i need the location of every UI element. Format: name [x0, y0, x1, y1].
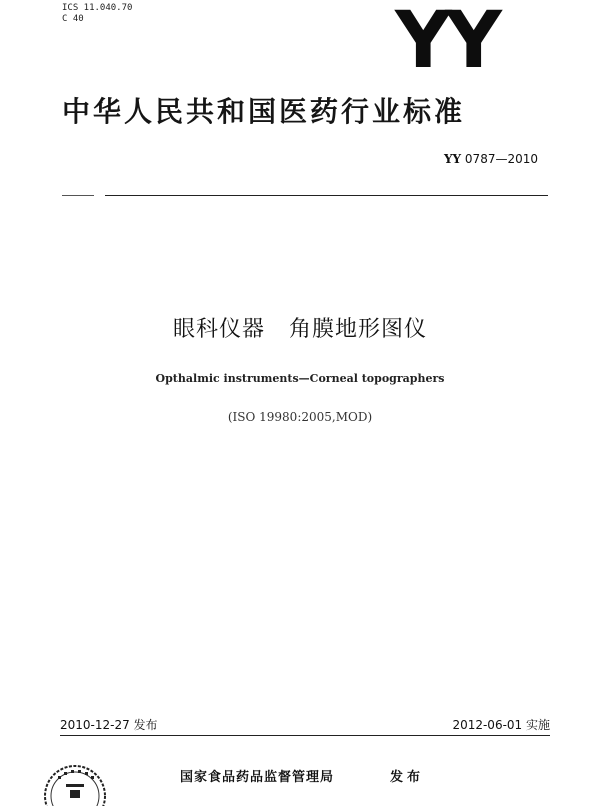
- publish-label: 发布: [390, 770, 425, 785]
- standard-number-value: 0787—2010: [464, 152, 538, 166]
- top-rule: [105, 195, 548, 196]
- official-seal-icon: [40, 756, 110, 806]
- publisher-name: 国家食品药品监督管理局: [180, 770, 335, 785]
- standard-number: [380, 152, 538, 166]
- yy-logo: YY: [395, 0, 496, 86]
- standard-category-title: 中华人民共和国医药行业标准: [62, 95, 466, 128]
- iso-reference: (ISO 19980:2005,MOD): [227, 410, 373, 424]
- english-title: Opthalmic instruments—Corneal topographers: [155, 372, 445, 385]
- top-rule-left-segment: [62, 195, 94, 196]
- standard-prefix: YY: [443, 152, 462, 166]
- classification-codes: [62, 3, 132, 25]
- issue-date: 2010-12-27 发布: [60, 718, 158, 732]
- ccs-code: C 40: [62, 14, 84, 24]
- bottom-rule: [60, 735, 550, 736]
- ics-code: ICS 11.040.70: [62, 3, 133, 13]
- implementation-date: 2012-06-01 实施: [452, 718, 550, 732]
- chinese-title: 眼科仪器 角膜地形图仪: [173, 317, 427, 342]
